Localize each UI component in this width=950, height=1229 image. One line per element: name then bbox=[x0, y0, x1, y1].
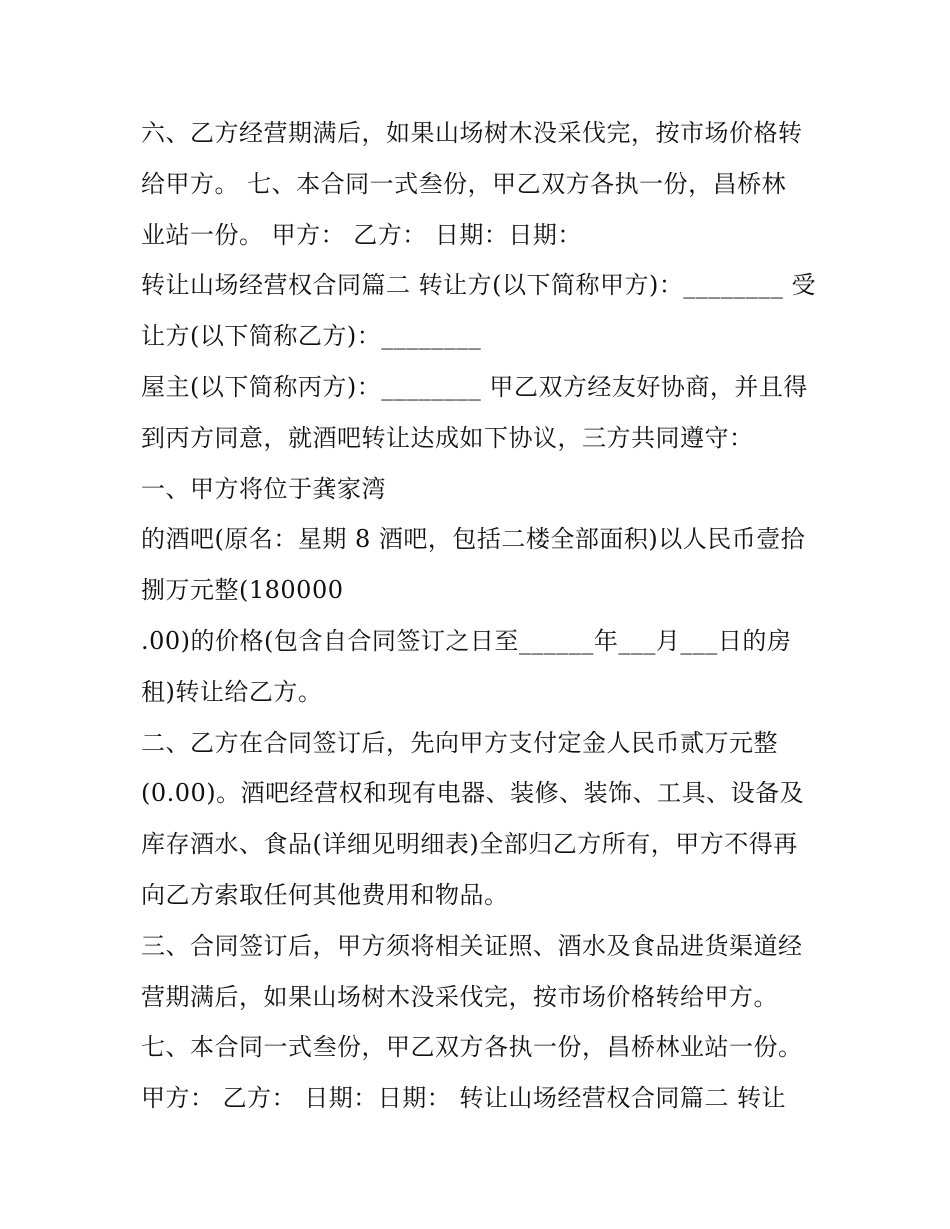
text-line: 向乙方索取任何其他费用和物品。 bbox=[141, 880, 509, 909]
text-line: 租)转让给乙方。 bbox=[141, 677, 323, 706]
text-line: 的酒吧(原名：星期 8 酒吧，包括二楼全部面积)以人民币壹拾 bbox=[141, 525, 806, 554]
text-line: 到丙方同意，就酒吧转让达成如下协议，三方共同遵守： bbox=[141, 423, 754, 452]
text-line: 甲方： 乙方： 日期：日期： 转让山场经营权合同篇二 转让 bbox=[141, 1084, 787, 1113]
text-line: 六、乙方经营期满后，如果山场树木没采伐完，按市场价格转 bbox=[141, 119, 803, 147]
document-body bbox=[141, 108, 821, 1124]
text-line: 二、乙方在合同签订后，先向甲方支付定金人民币贰万元整 bbox=[141, 728, 778, 757]
text-line: 转让山场经营权合同篇二 转让方(以下简称甲方)：________ 受 bbox=[141, 271, 816, 300]
text-line: 营期满后，如果山场树木没采伐完，按市场价格转给甲方。 bbox=[141, 982, 778, 1011]
text-line: 一、甲方将位于龚家湾 bbox=[141, 474, 386, 503]
text-line: .00)的价格(包含自合同签订之日至______年___月___日的房 bbox=[141, 626, 792, 655]
text-line: 捌万元整(180000 bbox=[141, 576, 344, 605]
text-line: 业站一份。 甲方： 乙方： 日期：日期： bbox=[141, 220, 582, 249]
text-line: 库存酒水、食品(详细见明细表)全部归乙方所有，甲方不得再 bbox=[141, 830, 798, 859]
text-line: (0.00)。酒吧经营权和现有电器、装修、装饰、工具、设备及 bbox=[141, 779, 805, 808]
text-line: 七、本合同一式叁份，甲乙双方各执一份，昌桥林业站一份。 bbox=[141, 1033, 803, 1062]
text-line: 让方(以下简称乙方)：________ bbox=[141, 322, 482, 351]
text-line: 屋主(以下简称丙方)：________ 甲乙双方经友好协商，并且得 bbox=[141, 372, 808, 401]
text-line: 三、合同签订后，甲方须将相关证照、酒水及食品进货渠道经 bbox=[141, 931, 803, 960]
text-line: 给甲方。 七、本合同一式叁份，甲乙双方各执一份，昌桥林 bbox=[141, 169, 787, 198]
